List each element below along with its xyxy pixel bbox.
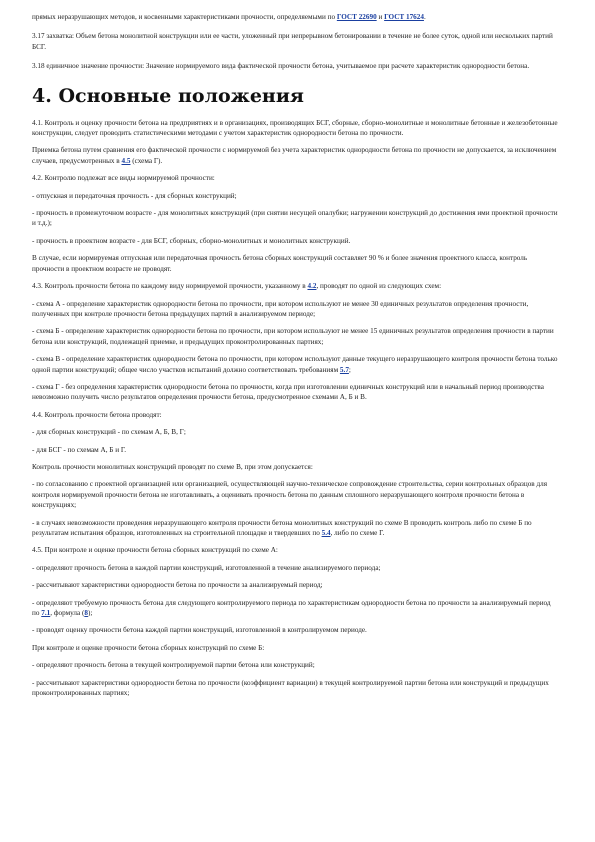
paragraph-4-2-note: В случае, если нормируемая отпускная или передаточная прочность бетона сборных конструкций составляет 90 % и более значения проектного класса, контроль прочности в проектном возрасте не проводят. <box>32 254 528 273</box>
list-item: - для БСГ - по схемам А, Б и Г. <box>32 445 127 454</box>
list-item: - рассчитывают характеристики однородности бетона по прочности (коэффициент вариации) в текущей контролируемой партии бетона или конструкций и предыдущих проконтролированных партиях; <box>32 678 549 698</box>
list-item: - отпускная и передаточная прочность - для сборных конструкций; <box>32 191 237 200</box>
link-formula-8[interactable]: 8 <box>84 609 88 618</box>
paragraph-4-4: 4.4. Контроль прочности бетона проводят: <box>32 410 162 419</box>
paragraph-4-1: 4.1. Контроль и оценку прочности бетона на предприятиях и в организациях, производящих БСГ, сборные, сборно-монолитные и монолитные бетонные и железобетонные конструкции, следует проводить статистическими методами с учетом характеристик однородности бетона по прочности. <box>32 118 558 138</box>
list-item: - определяют прочность бетона в каждой партии конструкций, изготовленной в течение анализируемого периода; <box>32 563 381 572</box>
paragraph-3-17: 3.17 захватка: Объем бетона монолитной конструкции или ее части, уложенный при непрерывном бетонировании в течение не более суток, одной или нескольких партий БСГ. <box>32 32 553 51</box>
list-item: - схема Г - без определения характеристик однородности бетона по прочности, когда при изготовлении единичных конструкций или в начальный период производства невозможно получить число результатов определения прочности бетона, предусмотренное схемами А, Б и В. <box>32 382 544 402</box>
list-item: - прочность в промежуточном возрасте - для монолитных конструкций (при снятии несущей опалубки; нагружении конструкций до достижения ими проектной прочности и т.д.); <box>32 209 558 228</box>
list-item: - для сборных конструкций - по схемам А, Б, В, Г; <box>32 428 186 437</box>
link-7-1[interactable]: 7.1 <box>41 609 51 618</box>
list-item: - в случаях невозможности проведения неразрушающего контроля прочности бетона монолитных конструкций по схеме В проводить контроль либо по схеме Б по результатам испытания образцов, изготовленных на строительной площадке и твердевших по 5.4, либо по схеме Г. <box>32 518 532 537</box>
link-4-5[interactable]: 4.5 <box>121 156 131 165</box>
paragraph-4-4-monolithic: Контроль прочности монолитных конструкций проводят по схеме В, при этом допускается: <box>32 462 313 471</box>
link-gost-17624[interactable]: ГОСТ 17624 <box>384 13 424 21</box>
list-item: - проводят оценку прочности бетона каждой партии конструкций, изготовленной в контролируемом периоде. <box>32 626 367 635</box>
link-4-2[interactable]: 4.2 <box>307 282 317 291</box>
list-item: - схема В - определение характеристик однородности бетона по прочности, при котором используют данные текущего неразрушающего контроля прочности бетона только одной партии конструкций; общее число участков испытаний должно соответствовать требованиям 5.7; <box>32 355 558 374</box>
link-5-4[interactable]: 5.4 <box>321 529 331 537</box>
paragraph-4-5: 4.5. При контроле и оценке прочности бетона сборных конструкций по схеме А: <box>32 546 278 555</box>
paragraph-intro: прямых неразрушающих методов, и косвенными характеристиками прочности, определяемыми по ГОСТ 22690 и ГОСТ 17624. <box>32 13 426 21</box>
link-5-7[interactable]: 5.7 <box>339 365 349 374</box>
link-gost-22690[interactable]: ГОСТ 22690 <box>336 13 377 21</box>
list-item: - по согласованию с проектной организацией или организацией, осуществляющей научно-техническое сопровождение строительства, серии контрольных образцов для контроля нормируемой прочности бетона не изготавливать, а оценивать прочность бетона по данным сплошного неразрушающего контроля прочности бетона в конструкциях; <box>32 480 548 510</box>
section-heading: 4. Основные положения <box>32 84 304 107</box>
list-item: - рассчитывают характеристики однородности бетона по прочности за анализируемый период; <box>32 581 323 590</box>
paragraph-4-1-b: Приемка бетона путем сравнения его фактической прочности с нормируемой без учета характеристик однородности бетона по прочности не допускается, за исключением случаев, предусмотренных в 4.5 (схема Г). <box>32 146 557 165</box>
paragraph-3-18: 3.18 единичное значение прочности: Значение нормируемого вида фактической прочности бетона, учитываемое при расчете характеристик однородности бетона. <box>32 62 530 71</box>
list-item: - схема А - определение характеристик однородности бетона по прочности, при котором используют не менее 30 единичных результатов определения прочности, полученных при контроле прочности бетона предыдущих партий в анализируемом периоде; <box>32 299 529 318</box>
list-item: - определяют прочность бетона в текущей контролируемой партии бетона или конструкций; <box>32 661 315 670</box>
list-item: - определяют требуемую прочность бетона для следующего контролируемого периода по характеристикам однородности бетона по прочности за анализируемый период по 7.1, формула (8); <box>32 598 551 618</box>
paragraph-4-2: 4.2. Контролю подлежат все виды нормируемой прочности: <box>32 174 215 183</box>
list-item: - схема Б - определение характеристик однородности бетона по прочности, при котором используют не менее 15 единичных результатов определения прочности в партии бетона или конструкций, подлежащей приемке, и предыдущих проконтролированных партиях; <box>32 327 554 346</box>
list-item: - прочность в проектном возрасте - для БСГ, сборных, сборно-монолитных и монолитных конструкций. <box>32 236 351 245</box>
paragraph-scheme-b: При контроле и оценке прочности бетона сборных конструкций по схеме Б: <box>32 643 265 652</box>
paragraph-4-3: 4.3. Контроль прочности бетона по каждому виду нормируемой прочности, указанному в 4.2, проводят по одной из следующих схем: <box>32 282 442 291</box>
